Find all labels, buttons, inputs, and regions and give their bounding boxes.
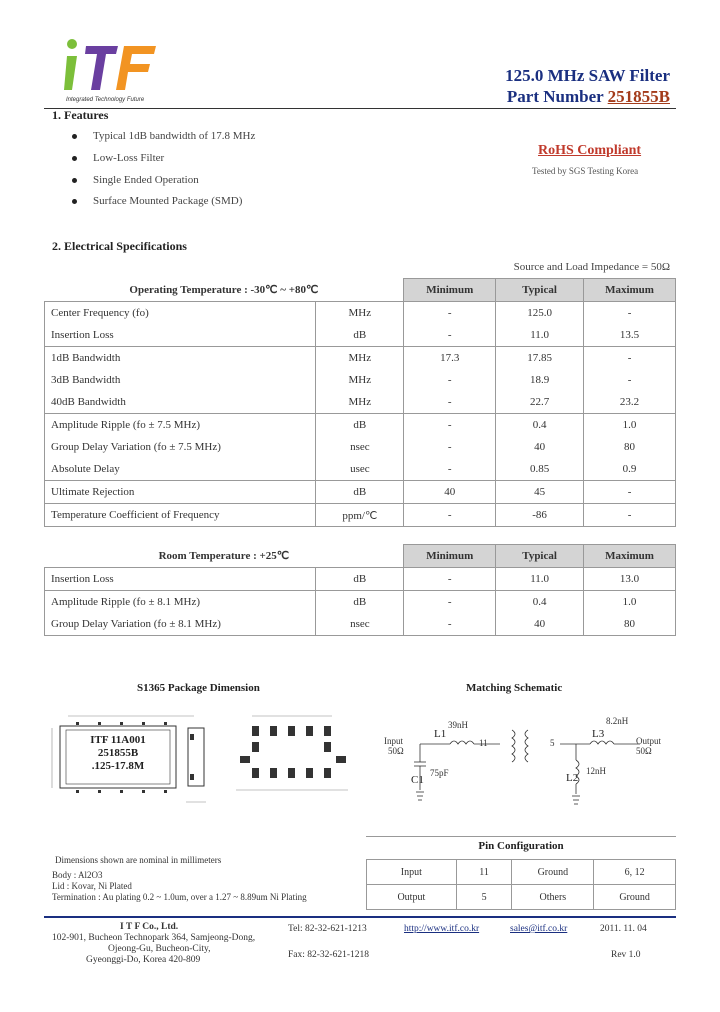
spec-unit-cell: nsec bbox=[316, 613, 404, 636]
spec-unit-cell: ppm/℃ bbox=[316, 504, 404, 527]
spec-min-cell: - bbox=[404, 324, 496, 347]
body-material: Body : Al2O3 bbox=[52, 870, 103, 880]
chip-line-1: ITF 11A001 bbox=[90, 734, 146, 746]
footer-divider bbox=[44, 916, 676, 918]
spec-param-cell: Temperature Coefficient of Frequency bbox=[45, 504, 316, 527]
operating-spec-table bbox=[44, 278, 676, 527]
spec-typ-cell: 18.9 bbox=[496, 369, 584, 391]
spec-max-cell: 13.0 bbox=[584, 568, 676, 591]
spec-param-cell: Amplitude Ripple (fo ± 7.5 MHz) bbox=[45, 414, 316, 437]
spec-param-cell: 40dB Bandwidth bbox=[45, 391, 316, 414]
spec-typ-cell: 11.0 bbox=[496, 568, 584, 591]
fax: Fax: 82-32-621-1218 bbox=[288, 950, 370, 960]
spec-typ-cell: 0.4 bbox=[496, 414, 584, 437]
spec-row bbox=[45, 436, 676, 458]
matching-title: Matching Schematic bbox=[466, 682, 563, 694]
spec-row bbox=[45, 568, 676, 591]
package-title: S1365 Package Dimension bbox=[137, 682, 260, 694]
feature-item: Low-Loss Filter bbox=[72, 152, 164, 164]
revision: Rev 1.0 bbox=[611, 950, 641, 960]
chip-marking bbox=[60, 734, 176, 773]
spec-min-cell: - bbox=[404, 504, 496, 527]
spec-unit-cell: MHz bbox=[316, 391, 404, 414]
room-spec-table bbox=[44, 544, 676, 636]
spec-typ-cell: 125.0 bbox=[496, 302, 584, 325]
spec-param-cell: Insertion Loss bbox=[45, 324, 316, 347]
dimension-note: Dimensions shown are nominal in millimeters bbox=[55, 855, 222, 865]
l1-value: 39nH bbox=[448, 720, 468, 730]
pin-cell: 6, 12 bbox=[594, 860, 676, 885]
impedance-note: Source and Load Impedance = 50Ω bbox=[513, 261, 670, 273]
termination-material: Termination : Au plating 0.2 ~ 1.0um, over a 1.27 ~ 8.89um Ni Plating bbox=[52, 892, 307, 902]
spec-row bbox=[45, 458, 676, 481]
pins-top-rule bbox=[366, 836, 676, 837]
spec-typ-cell: 45 bbox=[496, 481, 584, 504]
spec-max-cell: 13.5 bbox=[584, 324, 676, 347]
spec-unit-cell: MHz bbox=[316, 369, 404, 391]
pin-cell: Output bbox=[367, 885, 457, 910]
telephone: Tel: 82-32-621-1213 bbox=[288, 924, 367, 934]
spec-unit-cell: dB bbox=[316, 324, 404, 347]
spec-unit-cell: MHz bbox=[316, 302, 404, 325]
spec-param-cell: Group Delay Variation (fo ± 8.1 MHz) bbox=[45, 613, 316, 636]
spec-unit-cell: dB bbox=[316, 414, 404, 437]
spec-param-cell: 1dB Bandwidth bbox=[45, 347, 316, 370]
input-impedance: 50Ω bbox=[388, 746, 404, 756]
spec-param-cell: Absolute Delay bbox=[45, 458, 316, 481]
spec-min-cell: - bbox=[404, 613, 496, 636]
spec-min-cell: - bbox=[404, 369, 496, 391]
output-label: Output bbox=[636, 736, 662, 746]
col-typical: Typical bbox=[496, 545, 584, 568]
pin-cell: Ground bbox=[594, 885, 676, 910]
spec-param-cell: Amplitude Ripple (fo ± 8.1 MHz) bbox=[45, 591, 316, 614]
spec-typ-cell: 17.85 bbox=[496, 347, 584, 370]
email-link[interactable]: sales@itf.co.kr bbox=[510, 924, 568, 934]
spec-row bbox=[45, 391, 676, 414]
pin-cell: Input bbox=[367, 860, 457, 885]
spec-row bbox=[45, 324, 676, 347]
spec-typ-cell: 40 bbox=[496, 613, 584, 636]
spec-min-cell: 17.3 bbox=[404, 347, 496, 370]
spec-unit-cell: nsec bbox=[316, 436, 404, 458]
chip-line-3: .125-17.8M bbox=[91, 760, 145, 772]
spec-min-cell: - bbox=[404, 591, 496, 614]
feature-item: Surface Mounted Package (SMD) bbox=[72, 195, 242, 207]
spec-unit-cell: dB bbox=[316, 568, 404, 591]
pin-config-title: Pin Configuration bbox=[478, 840, 564, 852]
spec-max-cell: - bbox=[584, 369, 676, 391]
header-divider bbox=[44, 108, 676, 109]
part-number-label: Part Number bbox=[506, 87, 608, 106]
part-number-line bbox=[507, 87, 670, 107]
l2-value: 12nH bbox=[586, 766, 606, 776]
features-heading: 1. Features bbox=[52, 108, 109, 122]
lid-material: Lid : Kovar, Ni Plated bbox=[52, 881, 132, 891]
pin-cell: Ground bbox=[512, 860, 594, 885]
chip-line-2: 251855B bbox=[97, 747, 139, 759]
part-number: 251855B bbox=[607, 87, 670, 106]
spec-unit-cell: dB bbox=[316, 481, 404, 504]
address-line-3: Gyeonggi-Do, Korea 420-809 bbox=[86, 955, 201, 965]
spec-param-cell: Ultimate Rejection bbox=[45, 481, 316, 504]
website-link[interactable]: http://www.itf.co.kr bbox=[404, 924, 480, 934]
pin-row bbox=[367, 860, 676, 885]
spec-max-cell: 0.9 bbox=[584, 458, 676, 481]
address-line-2: Ojeong-Gu, Bucheon-City, bbox=[108, 944, 211, 954]
spec-max-cell: 80 bbox=[584, 613, 676, 636]
spec-min-cell: - bbox=[404, 568, 496, 591]
spec-row bbox=[45, 302, 676, 325]
spec-param-cell: 3dB Bandwidth bbox=[45, 369, 316, 391]
matching-schematic bbox=[380, 712, 680, 812]
pad-layout-drawing bbox=[232, 712, 352, 797]
spec-max-cell: - bbox=[584, 504, 676, 527]
pin-cell: 5 bbox=[456, 885, 512, 910]
spec-row bbox=[45, 414, 676, 437]
spec-unit-cell: usec bbox=[316, 458, 404, 481]
rohs-badge: RoHS Compliant bbox=[538, 143, 642, 158]
spec-row bbox=[45, 591, 676, 614]
spec-max-cell: 23.2 bbox=[584, 391, 676, 414]
pin-config-table bbox=[366, 859, 676, 910]
col-maximum: Maximum bbox=[584, 279, 676, 302]
spec-row bbox=[45, 347, 676, 370]
spec-min-cell: - bbox=[404, 414, 496, 437]
spec-unit-cell: dB bbox=[316, 591, 404, 614]
pin-11-label: 11 bbox=[479, 738, 488, 748]
feature-item: Single Ended Operation bbox=[72, 174, 199, 186]
spec-typ-cell: 0.85 bbox=[496, 458, 584, 481]
spec-min-cell: - bbox=[404, 302, 496, 325]
spec-unit-cell: MHz bbox=[316, 347, 404, 370]
spec-typ-cell: 40 bbox=[496, 436, 584, 458]
spec-min-cell: - bbox=[404, 458, 496, 481]
spec-min-cell: - bbox=[404, 391, 496, 414]
l3-label: L3 bbox=[592, 728, 605, 740]
l1-label: L1 bbox=[434, 728, 447, 740]
spec-param-cell: Group Delay Variation (fo ± 7.5 MHz) bbox=[45, 436, 316, 458]
output-impedance: 50Ω bbox=[636, 746, 652, 756]
l2-label: L2 bbox=[566, 772, 579, 784]
col-minimum: Minimum bbox=[404, 545, 496, 568]
col-minimum: Minimum bbox=[404, 279, 496, 302]
pin-cell: Others bbox=[512, 885, 594, 910]
spec-max-cell: - bbox=[584, 347, 676, 370]
logo-tagline: Integrated Technology Future bbox=[66, 97, 145, 103]
spec-max-cell: 1.0 bbox=[584, 591, 676, 614]
spec-typ-cell: 11.0 bbox=[496, 324, 584, 347]
col-maximum: Maximum bbox=[584, 545, 676, 568]
spec-row bbox=[45, 613, 676, 636]
feature-item: Typical 1dB bandwidth of 17.8 MHz bbox=[72, 130, 255, 142]
spec-row bbox=[45, 504, 676, 527]
spec-max-cell: 1.0 bbox=[584, 414, 676, 437]
spec-max-cell: - bbox=[584, 481, 676, 504]
document-date: 2011. 11. 04 bbox=[600, 924, 647, 934]
input-label: Input bbox=[384, 736, 403, 746]
spec-typ-cell: 0.4 bbox=[496, 591, 584, 614]
electrical-heading: 2. Electrical Specifications bbox=[52, 239, 187, 253]
spec-row bbox=[45, 369, 676, 391]
itf-logo bbox=[62, 38, 158, 100]
product-title: 125.0 MHz SAW Filter bbox=[505, 66, 670, 85]
spec-typ-cell: -86 bbox=[496, 504, 584, 527]
room-temp-header: Room Temperature : +25℃ bbox=[158, 550, 290, 563]
spec-max-cell: 80 bbox=[584, 436, 676, 458]
l3-value: 8.2nH bbox=[606, 716, 629, 726]
company-name: I T F Co., Ltd. bbox=[120, 922, 179, 932]
spec-row bbox=[45, 481, 676, 504]
spec-param-cell: Insertion Loss bbox=[45, 568, 316, 591]
col-typical: Typical bbox=[496, 279, 584, 302]
pin-5-label: 5 bbox=[550, 738, 555, 748]
spec-min-cell: 40 bbox=[404, 481, 496, 504]
operating-temp-header: Operating Temperature : -30℃ ~ +80℃ bbox=[129, 284, 319, 297]
spec-min-cell: - bbox=[404, 436, 496, 458]
spec-param-cell: Center Frequency (fo) bbox=[45, 302, 316, 325]
spec-typ-cell: 22.7 bbox=[496, 391, 584, 414]
pin-row bbox=[367, 885, 676, 910]
pin-cell: 11 bbox=[456, 860, 512, 885]
spec-max-cell: - bbox=[584, 302, 676, 325]
c1-label: C1 bbox=[411, 774, 424, 786]
c1-value: 75pF bbox=[430, 768, 449, 778]
address-line-1: 102-901, Bucheon Technopark 364, Samjeong-Dong, bbox=[52, 933, 256, 943]
rohs-tested-by: Tested by SGS Testing Korea bbox=[532, 166, 639, 176]
